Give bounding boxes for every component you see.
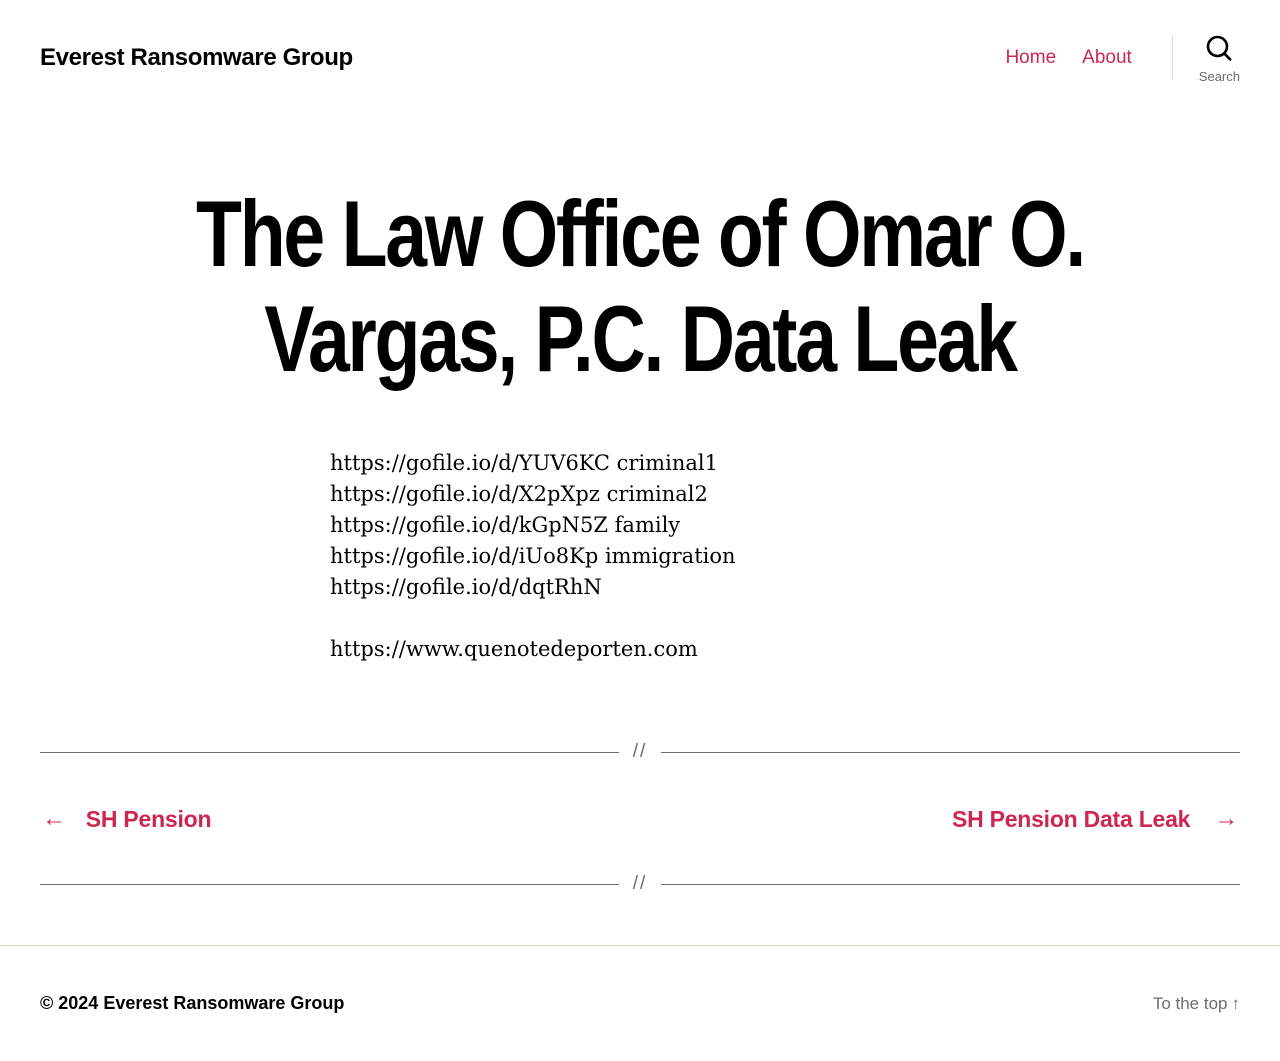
search-icon [1202,32,1236,66]
leak-link-line: https://gofile.io/d/kGpN5Z family [330,512,681,537]
footer-site-name-link[interactable]: Everest Ransomware Group [103,993,345,1013]
site-footer [0,945,1280,1061]
leak-link-line: https://gofile.io/d/iUo8Kp immigration [330,543,736,568]
nav-item-home[interactable]: Home [1005,46,1057,68]
separator-slashes: // [632,741,648,762]
victim-site-paragraph: https://www.quenotedeporten.com [330,636,698,661]
to-top-label: To the top [1152,993,1228,1013]
header-divider [1172,36,1173,80]
leak-link-line: https://gofile.io/d/X2pXpz criminal2 [330,481,708,506]
entry-content [330,448,950,665]
next-post-label: SH Pension Data Leak [951,805,1191,832]
site-header [0,0,1280,115]
separator-slashes: // [632,873,648,894]
header-right [1005,32,1240,84]
post-nav-separator-top [40,741,1240,763]
main-content [0,181,1280,665]
previous-post-label: SH Pension [85,805,212,832]
leak-link-line: https://gofile.io/d/dqtRhN [330,574,602,599]
nav-item-about[interactable]: About [1082,46,1132,68]
post-navigation [40,741,1240,895]
copyright-text: © 2024 [40,993,99,1013]
search-button-label: Search [1198,68,1240,84]
arrow-right-icon: → [1214,805,1238,832]
separator-line [661,752,1240,753]
next-post-link[interactable] [952,805,1238,833]
to-the-top-link[interactable] [1153,994,1240,1014]
search-button[interactable] [1199,32,1240,84]
arrow-left-icon: ← [42,805,66,832]
page-title: The Law Office of Omar O. Vargas, P.C. Data Leak [196,181,1084,392]
separator-line [40,752,619,753]
post-nav-separator-bottom [40,873,1240,895]
site-title-link[interactable]: Everest Ransomware Group [40,43,353,71]
leak-link-line: https://gofile.io/d/YUV6KC criminal1 [330,450,718,475]
primary-nav [1005,47,1131,69]
leak-links-paragraph [330,448,950,603]
footer-credits [40,993,344,1014]
arrow-up-icon: ↑ [1231,993,1240,1013]
post-nav-links [40,763,1240,873]
separator-line [661,884,1240,885]
separator-line [40,884,619,885]
previous-post-link[interactable] [42,805,211,833]
